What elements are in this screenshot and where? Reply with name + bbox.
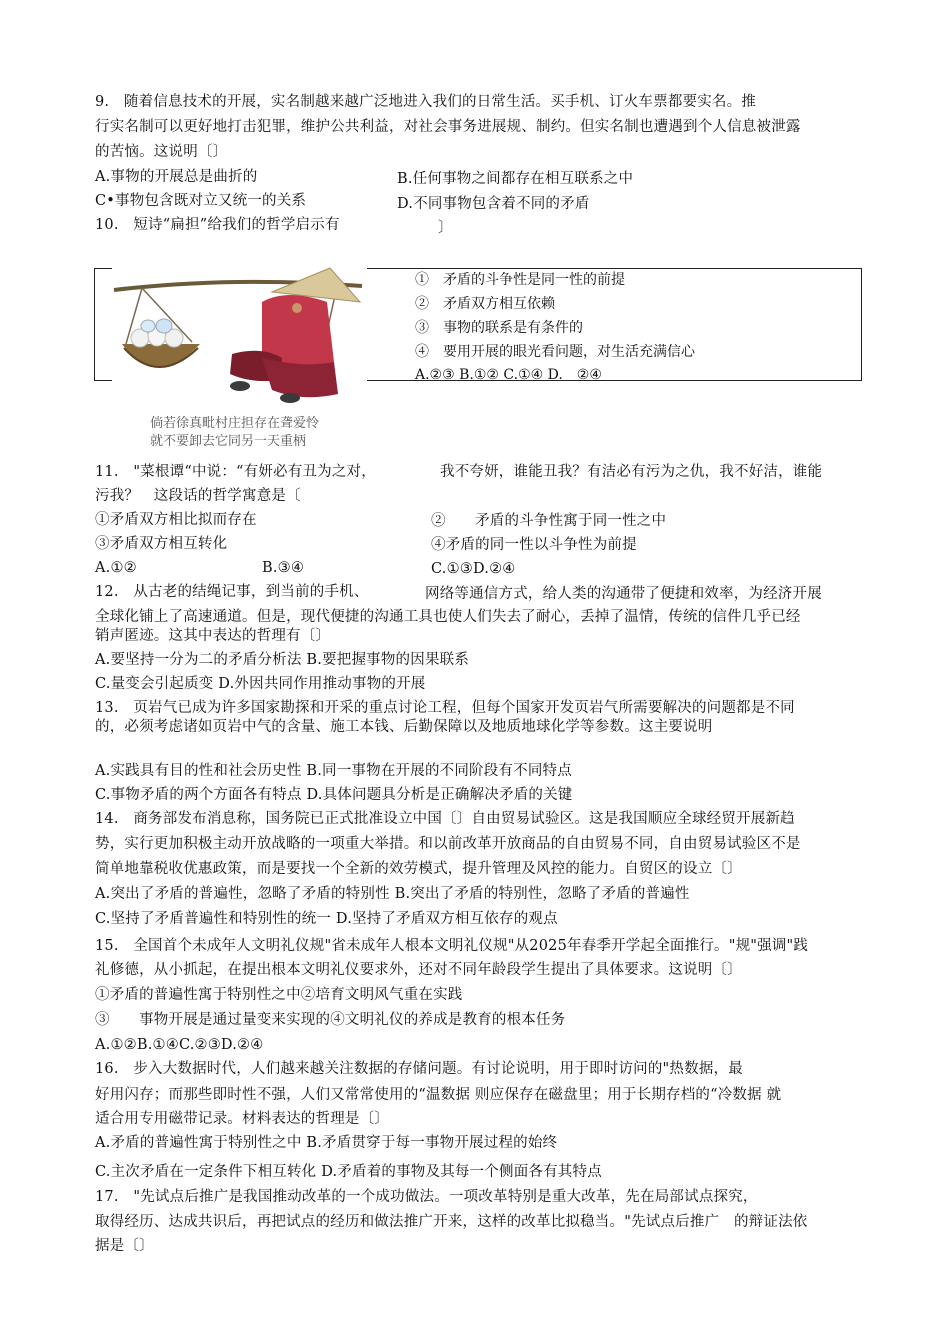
q9-option-b: B.任何事物之间都存在相互联系之中 [397,171,634,187]
q16-options-ab: A.矛盾的普遍性寓于特别性之中 B.矛盾贯穿于每一事物开展过程的始终 [95,1135,558,1151]
q17-line1: 17. "先试点后推广是我国推动改革的一个成功做法。一项改革特别是重大改革，先在局部试点探究， [95,1189,758,1205]
q10-choices: A.②③ B.①② C.①④ D. ②④ [415,367,602,383]
q11-choice-cd: C.①③D.②④ [431,561,516,577]
q11-item-1: ①矛盾双方相比拟而存在 [95,512,257,528]
q15-line1: 15. 全国首个未成年人文明礼仪规"省未成年人根本文明礼仪规"从2025年春季开学起全面推行。"规"强调"践 [95,938,809,954]
q10-item-4: ④ 要用开展的眼光看问题，对生活充满信心 [415,344,695,360]
q17-line3: 据是〔〕 [95,1238,154,1254]
q9-option-d: D.不同事物包含着不同的矛盾 [397,196,590,212]
q11-choice-b: B.③④ [262,560,305,576]
q10-stem: 10. 短诗“扁担”给我们的哲学启示有 [95,217,340,233]
q9-line2: 行实名制可以更好地打击犯罪，维护公共利益，对社会事务进展规、制约。但实名制也遭遇到个人信息被泄露 [95,119,801,135]
q16-options-cd: C.主次矛盾在一定条件下相互转化 D.矛盾着的事物及其每一个侧面各有其特点 [95,1164,602,1180]
q11-item-4: ④矛盾的同一性以斗争性为前提 [431,537,637,553]
q10-figure-border [94,268,95,381]
q16-line2: 好用闪存；而那些即时性不强，人们又常常使用的“温数据 则应保存在磁盘里；用于长期存档的“冷数据 就 [95,1087,782,1103]
q16-line1: 16. 步入大数据时代，人们越来越关注数据的存储问题。有讨论说明，用于即时访问的"热数据，最 [95,1061,743,1077]
q10-item-3: ③ 事物的联系是有条件的 [415,320,583,336]
q12-line3: 销声匿迹。这其中表达的哲理有〔〕 [95,628,331,644]
q12-options-ab: A.要坚持一分为二的矛盾分析法 B.要把握事物的因果联系 [95,652,470,668]
q16-line3: 适合用专用磁带记录。材料表达的哲理是〔〕 [95,1111,389,1127]
q10-paren: 〕 [438,220,453,236]
q9-line1: 9. 随着信息技术的开展，实名制越来越广泛地进入我们的日常生活。买手机、订火车票都要实名。推 [95,94,757,110]
q12-line1a: 12. 从古老的结绳记事，到当前的手机、 [95,584,369,600]
q12-options-cd: C.量变会引起质变 D.外因共同作用推动事物的开展 [95,676,426,692]
q13-options-cd: C.事物矛盾的两个方面各有特点 D.具体问题具分析是正确解决矛盾的关键 [95,787,573,803]
poem-caption-line2: 就不要卸去它同另一天重柄 [150,434,307,449]
q11-item-2: ② 矛盾的斗争性寓于同一性之中 [431,513,667,529]
q15-line2: 礼修德，从小抓起，在提出根本文明礼仪要求外，还对不同年龄段学生提出了具体要求。这说明〔〕 [95,962,742,978]
q11-line1a: 11. "菜根谭“中说：“有妍必有丑为之对， [95,464,376,480]
q9-option-c: C•事物包含既对立又统一的关系 [95,193,307,209]
q13-options-ab: A.实践具有目的性和社会历史性 B.同一事物在开展的不同阶段有不同特点 [95,763,572,779]
q15-line3: ①矛盾的普遍性寓于特别性之中②培育文明风气重在实践 [95,987,463,1003]
q17-line2: 取得经历、达成共识后，再把试点的经历和做法推广开来，这样的改革比拟稳当。"先试点后推广 的辩证法依 [95,1214,808,1230]
q15-choices: A.①②B.①④C.②③D.②④ [95,1037,264,1053]
q14-options-cd: C.坚持了矛盾普遍性和特别性的统一 D.坚持了矛盾双方相互依存的观点 [95,911,558,927]
q14-line1: 14. 商务部发布消息称，国务院已正式批准设立中国〔〕自由贸易试验区。这是我国顺应全球经贸开展新趋 [95,811,795,827]
q13-line2: 的，必须考虑诸如页岩中气的含量、施工本钱、后勤保障以及地质地球化学等参数。这主要说明 [95,719,713,735]
poem-caption-line1: 倘若徐真毗村庄担存在聋爱怜 [150,416,320,431]
q12-line2: 全球化铺上了高速通道。但是，现代便捷的沟通工具也使人们失去了耐心，丢掉了温情，传统的信件几乎已经 [95,609,801,625]
q11-line1b: 我不夸妍，谁能丑我？有洁必有污为之仇，我不好洁，谁能 [440,464,823,480]
q11-item-3: ③矛盾双方相互转化 [95,536,228,552]
q9-line3: 的苦恼。这说明〔〕 [95,144,228,160]
q11-choice-a: A.①② [95,560,137,576]
q15-line4: ③ 事物开展是通过量变来实现的④文明礼仪的养成是教育的根本任务 [95,1012,566,1028]
q11-line2: 污我？ 这段话的哲学寓意是〔 [95,488,301,504]
q14-options-ab: A.突出了矛盾的普遍性，忽略了矛盾的特别性 B.突出了矛盾的特别性，忽略了矛盾的普遍性 [95,886,690,902]
q13-line1: 13. 页岩气已成为许多国家勘探和开采的重点讨论工程，但每个国家开发页岩气所需要解决的问题都是不同 [95,700,795,716]
q12-line1b: 网络等通信方式，给人类的沟通带了便捷和效率，为经济开展 [425,586,822,602]
q14-line2: 势，实行更加积极主动开放战略的一项重大举措。和以前改革开放商品的自由贸易不同，自由贸易试验区不是 [95,836,801,852]
q10-item-1: ① 矛盾的斗争性是同一性的前提 [415,272,625,288]
shoulder-pole-photo [112,262,367,407]
q14-line3: 简单地靠税收优惠政策，而是要找一个全新的效劳模式，提升管理及风控的能力。自贸区的设立〔〕 [95,861,742,877]
q10-item-2: ② 矛盾双方相互依赖 [415,296,555,312]
q9-option-a: A.事物的开展总是曲折的 [95,169,258,185]
